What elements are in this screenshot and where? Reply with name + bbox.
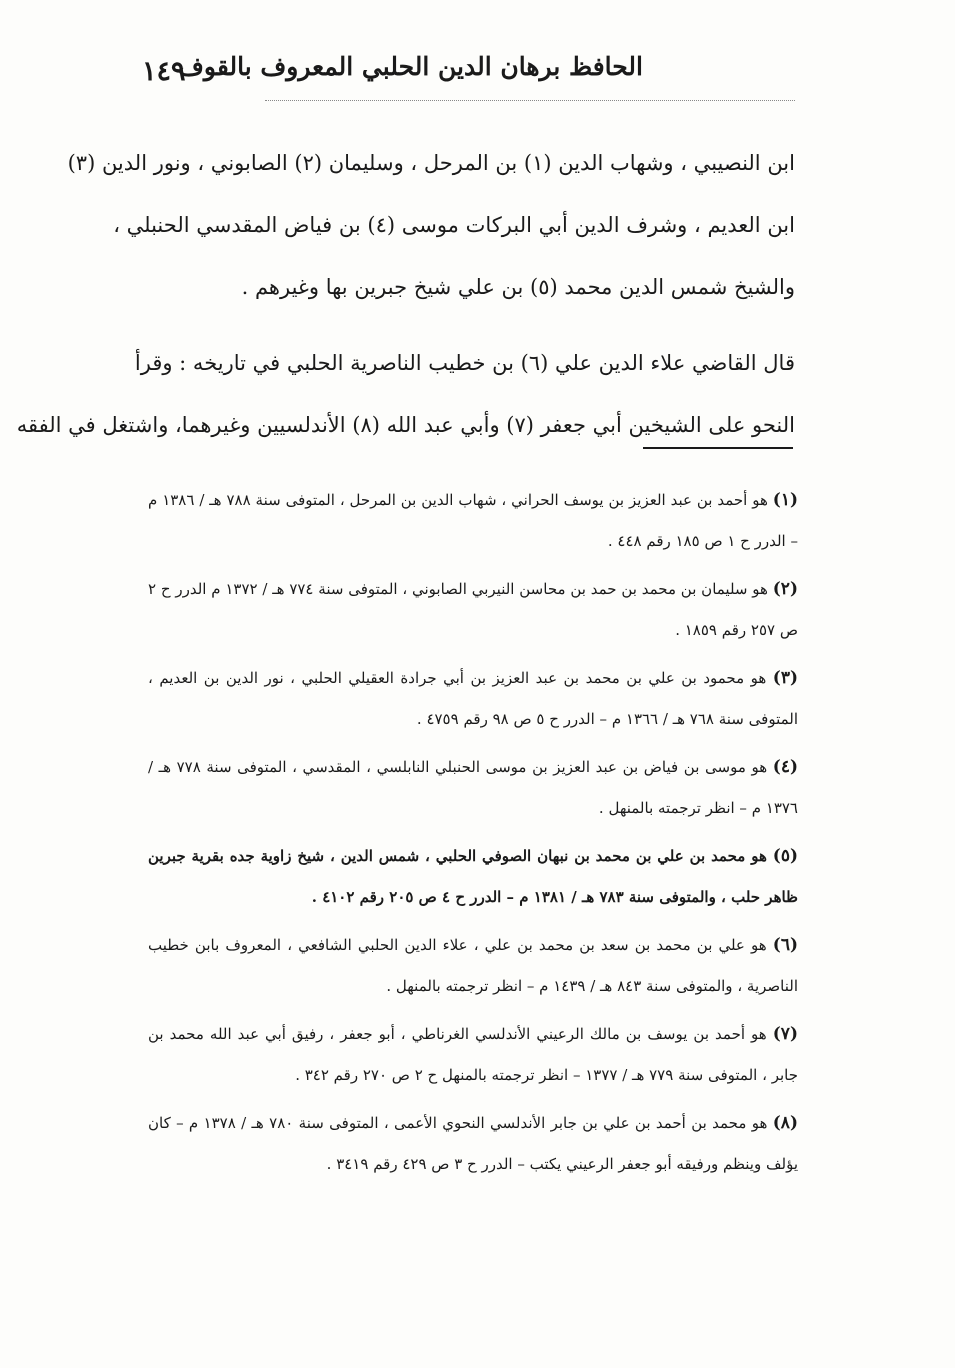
header-rule [265, 100, 795, 101]
footnote-text: هو أحمد بن يوسف بن مالك الرعيني الأندلسي الغرناطي ، أبو جعفر ، رفيق أبي عبد الله محمد بن جابر ، المتوفى سنة ٧٧٩ هـ / ١٣٧٧ – انظر ترجمته بالمنهل ح ٢ ص ٢٧٠ رقم ٣٤٢ . [148, 1025, 798, 1084]
footnote-7 [148, 1014, 798, 1096]
main-text-line: النحو على الشيخين أبي جعفر (٧) وأبي عبد الله (٨) الأندلسيين وغيرهما، واشتغل في الفقه [16, 413, 795, 437]
footnote-2 [148, 569, 798, 651]
footnote-1 [148, 480, 798, 562]
footnote-number: (٨) [772, 1113, 798, 1133]
footnote-number: (٣) [772, 668, 798, 688]
footnote-text: هو موسى بن فياض بن عبد العزيز بن موسى الحنبلي النابلسي ، المقدسي ، المتوفى سنة ٧٧٨ هـ / ١٣٧٦ م – انظر ترجمته بالمنهل . [148, 758, 798, 817]
main-text-line: ابن العديم ، وشرف الدين أبي البركات موسى (٤) بن فياض المقدسي الحنبلي ، [113, 213, 795, 237]
footnote-number: (٥) [772, 846, 798, 866]
footnote-text: هو محمد بن أحمد بن علي بن جابر الأندلسي النحوي الأعمى ، المتوفى سنة ٧٨٠ هـ / ١٣٧٨ م – كان يؤلف وينظم ورفيقه أبو جعفر الرعيني يكتب – الدرر ح ٣ ص ٤٢٩ رقم ٣٤١٩ . [148, 1114, 798, 1173]
main-text-line: قال القاضي علاء الدين علي (٦) بن خطيب الناصرية الحلبي في تاريخه : وقرأ [134, 351, 795, 375]
footnote-text: هو محمد بن علي بن محمد بن نبهان الصوفي الحلبي ، شمس الدين ، شيخ زاوية جده بقرية جبرين ظاهر حلب ، والمتوفى سنة ٧٨٣ هـ / ١٣٨١ م – الدرر ح ٤ ص ٢٠٥ رقم ٤١٠٢ . [148, 847, 798, 906]
footnote-text: هو محمود بن علي بن محمد بن عبد العزيز بن أبي جرادة العقيلي الحلبي ، نور الدين بن العديم ، المتوفى سنة ٧٦٨ هـ / ١٣٦٦ م – الدرر ح ٥ ص ٩٨ رقم ٤٧٥٩ . [148, 669, 798, 728]
page-number: ١٤٩ [142, 56, 186, 87]
main-text [16, 128, 795, 452]
footnote-text: هو أحمد بن عبد العزيز بن يوسف الحراني ، شهاب الدين بن المرحل ، المتوفى سنة ٧٨٨ هـ / ١٣٨٦ م – الدرر ح ١ ص ١٨٥ رقم ٤٤٨ . [148, 491, 798, 550]
footnote-8 [148, 1103, 798, 1185]
header-title: الحافظ برهان الدين الحلبي المعروف بالقوف [178, 52, 643, 81]
footnotes [148, 480, 798, 1192]
footnote-4 [148, 747, 798, 829]
footnote-number: (١) [772, 490, 798, 510]
footnote-6 [148, 925, 798, 1007]
paragraph-gap [140, 314, 795, 328]
footnote-3 [148, 658, 798, 740]
footnote-separator [643, 447, 793, 449]
footnote-number: (٢) [772, 579, 798, 599]
footnote-number: (٧) [772, 1024, 798, 1044]
footnote-number: (٤) [772, 757, 798, 777]
main-text-line: ابن النصيبي ، وشهاب الدين (١) بن المرحل ، وسليمان (٢) الصابوني ، ونور الدين (٣) [67, 151, 795, 175]
footnote-text: هو علي بن محمد بن سعد بن محمد بن علي ، علاء الدين الحلبي الشافعي ، المعروف بابن خطيب الناصرية ، والمتوفى سنة ٨٤٣ هـ / ١٤٣٩ م – انظر ترجمته بالمنهل . [148, 936, 798, 995]
footnote-number: (٦) [772, 935, 798, 955]
footnote-5 [148, 836, 798, 918]
footnote-text: هو سليمان بن محمد بن حمد بن محاسن النيربي الصابوني ، المتوفى سنة ٧٧٤ هـ / ١٣٧٢ م الدرر ح ٢ ص ٢٥٧ رقم ١٨٥٩ . [148, 580, 798, 639]
running-header [130, 48, 795, 98]
main-text-line: والشيخ شمس الدين محمد (٥) بن علي شيخ جبرين بها وغيرهم . [241, 275, 795, 299]
